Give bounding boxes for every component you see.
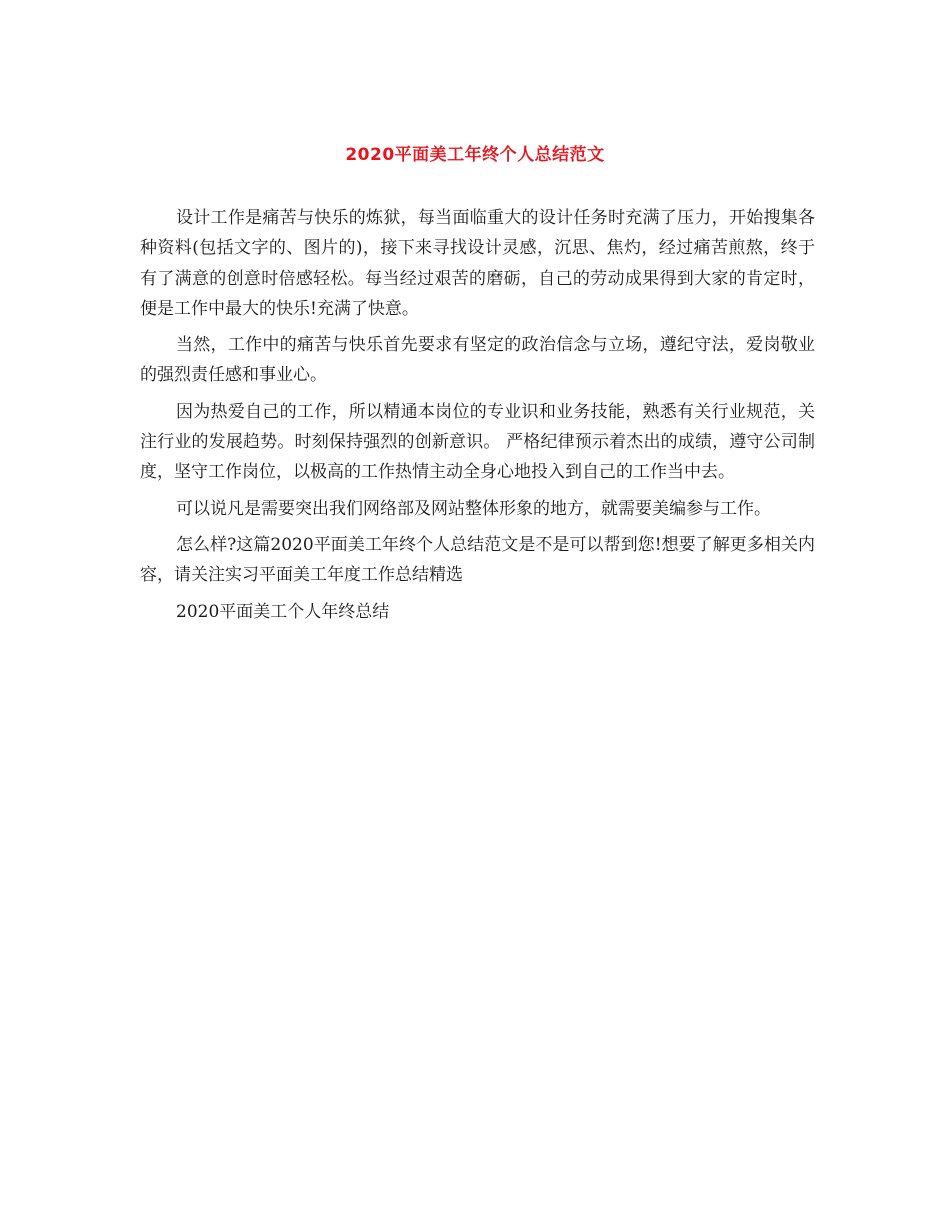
paragraph-3: 因为热爱自己的工作，所以精通本岗位的专业识和业务技能，熟悉有关行业规范，关注行业的发展趋势。时刻保持强烈的创新意识。 严格纪律预示着杰出的成绩，遵守公司制度，坚守工作岗位，以极高的工作热情主动全身心地投入到自己的工作当中去。 (140, 401, 815, 483)
document-title: 2020平面美工年终个人总结范文 (345, 145, 605, 165)
paragraph-6: 2020平面美工个人年终总结 (176, 601, 390, 622)
paragraph-4: 可以说凡是需要突出我们网络部及网站整体形象的地方，就需要美编参与工作。 (176, 498, 771, 519)
paragraph-2: 当然，工作中的痛苦与快乐首先要求有坚定的政治信念与立场，遵纪守法，爱岗敬业的强烈责任感和事业心。 (140, 335, 815, 386)
paragraph-5: 怎么样?这篇2020平面美工年终个人总结范文是不是可以帮到您!想要了解更多相关内容，请关注实习平面美工年度工作总结精选 (140, 534, 815, 586)
paragraph-1: 设计工作是痛苦与快乐的炼狱，每当面临重大的设计任务时充满了压力，开始搜集各种资料(包括文字的、图片的)，接下来寻找设计灵感，沉思、焦灼，经过痛苦煎熬，终于有了满意的创意时倍感轻松。每当经过艰苦的磨砺，自己的劳动成果得到大家的肯定时，便是工作中最大的快乐!充满了快意。 (140, 208, 815, 319)
document-body (140, 203, 815, 633)
